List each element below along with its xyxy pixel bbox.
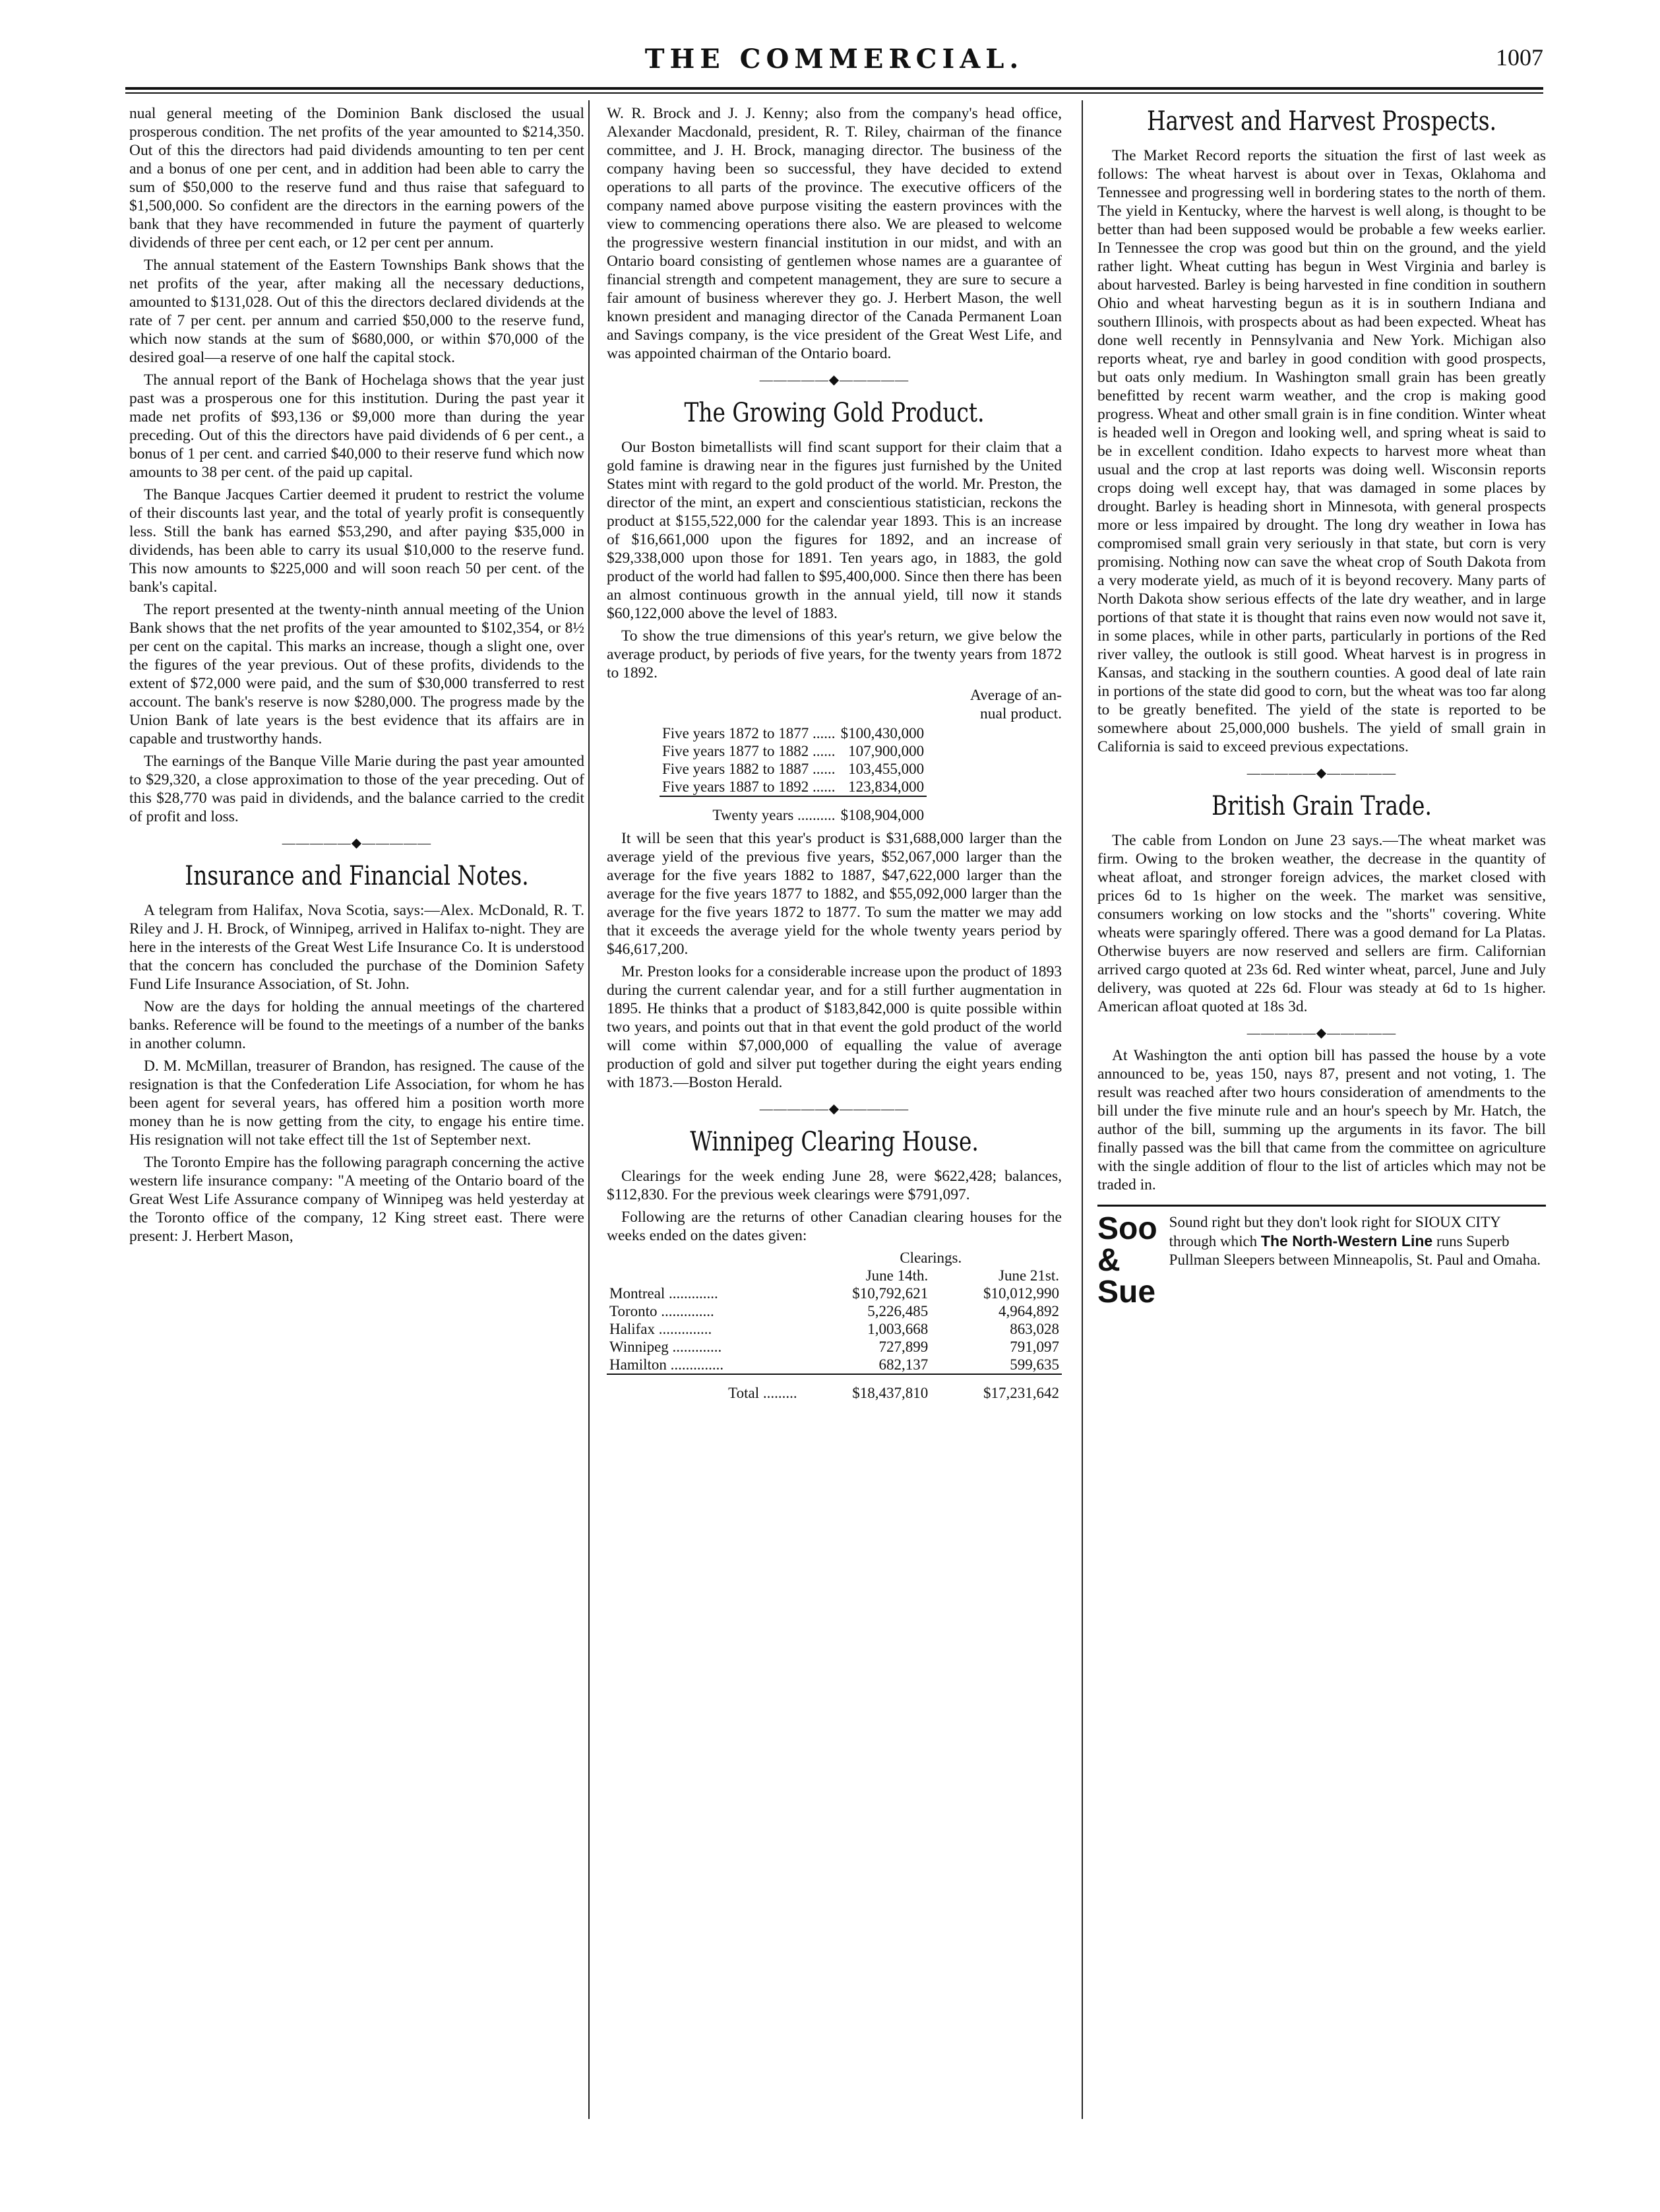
gold-paragraph: It will be seen that this year's product is $31,688,000 larger than the average yield of the previous five years, $52,067,000 larger than the average for the five years 1882 to 1887, $47,622,000 larger than the average for the five years 1877 to 1882, and $55,092,000 larger than the average for the five years 1872 to 1877. To sum the matter we may add that it exceeds the average yield for the whole twenty years period by $46,617,200. bbox=[607, 830, 1062, 958]
clearing-heading: Winnipeg Clearing House. bbox=[690, 1127, 979, 1157]
insurance-paragraph: Now are the days for holding the annual meetings of the chartered banks. Reference will be found to the meetings of a number of the banks in another column. bbox=[129, 998, 584, 1052]
bank-paragraph: The annual report of the Bank of Hochelaga shows that the year just past was a prosperous one for this institution. During the past year it made net profits of $93,136 or $9,000 more than during the year preceding. Out of this the directors have paid dividends of 6 per cent., a bonus of 1 per cent. and carried $40,000 to their reserve fund which now amounts to 38 per cent. of the paid up capital. bbox=[129, 371, 584, 481]
section-separator bbox=[607, 1102, 1062, 1116]
railway-advertisement bbox=[1097, 1205, 1546, 1308]
grain-paragraph: The cable from London on June 23 says.—The wheat market was firm. Owing to the broken weather, the decrease in the quantity of wheat afloat, and stronger foreign advices, the market closed with prices 6d to 1s higher on the week. The market was sensitive, consumers working on low stocks and the "shorts" covering. White wheats were sparingly offered. There was a good demand for La Platas. Otherwise buyers are now reserved and sellers are firm. Californian arrived cargo quoted at 23s 6d. Red winter wheat, parcel, June and July delivery, was quoted at 22s 6d. Flour was steady at 6d to 1s higher. American afloat quoted at 18s 3d. bbox=[1097, 832, 1546, 1015]
section-separator bbox=[1097, 1027, 1546, 1040]
column-1 bbox=[129, 104, 584, 1249]
clearing-paragraph: Following are the returns of other Canadian clearing houses for the weeks ended on the dates given: bbox=[607, 1209, 1062, 1244]
average-table-header: Average of an- nual product. bbox=[969, 687, 1062, 722]
average-product-table bbox=[660, 724, 927, 824]
gold-paragraph: Our Boston bimetallists will find scant support for their claim that a gold famine is drawing near in the figures just furnished by the United States mint with regard to the gold product of the world. Mr. Preston, the director of the mint, an expert and conscientious statistician, reckons the product at $155,522,000 for the calendar year 1893. This is an increase of $16,661,000 upon the figures for 1892, and an increase of $29,338,000 upon those for 1891. Ten years ago, in 1883, the gold product of the world had fallen to $95,400,000. Since then there has been an almost continuous growth in the annual yield, till now it stands $60,122,000 above the level of 1883. bbox=[607, 439, 1062, 622]
column-2 bbox=[607, 104, 1062, 1402]
header-rule-thin bbox=[125, 92, 1543, 94]
ad-text: Sound right but they don't look right for SIOUX CITY through which The North-Western Line runs Superb Pullman Sleepers between Minneapolis, St. Paul and Omaha. bbox=[1169, 1214, 1541, 1268]
washington-paragraph: At Washington the anti option bill has passed the house by a vote announced to be, yeas 150, nays 87, present and not voting, 1. The result was reached after two hours consideration of amendments to the bill under the five minute rule and an hour's speech by Mr. Hatch, the author of the bill, summing up the arguments in its favor. The bill finally passed was the bill that came from the committee on agriculture with the single addition of flour to the list of articles which may not be traded in. bbox=[1097, 1047, 1546, 1193]
section-separator bbox=[607, 373, 1062, 387]
table-row: Five years 1872 to 1877 ...... $100,430,000 bbox=[662, 725, 925, 742]
insurance-heading: Insurance and Financial Notes. bbox=[185, 861, 529, 891]
gold-heading: The Growing Gold Product. bbox=[684, 398, 985, 428]
continuation-paragraph: W. R. Brock and J. J. Kenny; also from the company's head office, Alexander Macdonald, president, R. T. Riley, chairman of the finance committee, and J. H. Brock, managing director. The business of the company having been so successful, they have decided to extend operations to all parts of the province. The executive officers of the company named above purpose visiting the eastern provinces with the view to commencing operations there also. We are pleased to welcome the progressive western financial institution in our midst, and with an Ontario board consisting of gentlemen whose names are a guarantee of financial strength and competent management, they are sure to secure a fair amount of business wherever they go. J. Herbert Mason, the well known president and managing director of the Canada Permanent Loan and Savings company, is the vice president of the Great West Life, and was appointed chairman of the Ontario board. bbox=[607, 105, 1062, 362]
table-total-row: Total ......... $18,437,810 $17,231,642 bbox=[607, 1374, 1062, 1402]
gold-paragraph: To show the true dimensions of this year's return, we give below the average product, by periods of five years, for the twenty years from 1872 to 1892. bbox=[607, 627, 1062, 681]
clearing-table: Clearings. June 14th. June 21st. Montreal ............. $10,792,621 $10,012,990 Toronto .............. 5,226,485 4,964,892 Halifax .............. 1,003,668 863,028 Winnipeg ............. 727,899 791,097 Hamilton .............. 682,137 599,635 Total ......... $18,437,810 $17,231,642 bbox=[607, 1249, 1062, 1402]
table-row: Halifax .............. 1,003,668 863,028 bbox=[609, 1321, 1059, 1337]
header-rule bbox=[125, 87, 1543, 90]
section-separator bbox=[129, 837, 584, 850]
insurance-paragraph: A telegram from Halifax, Nova Scotia, says:—Alex. McDonald, R. T. Riley and J. H. Brock, of Winnipeg, arrived in Halifax to-night. They are here in the interests of the Great West Life Insurance Co. It is understood that the concern has concluded the purchase of the Dominion Safety Fund Life Insurance Association, of St. John. bbox=[129, 902, 584, 993]
table-row: Winnipeg ............. 727,899 791,097 bbox=[609, 1339, 1059, 1355]
table-row: Five years 1882 to 1887 ...... 103,455,000 bbox=[662, 761, 925, 777]
masthead: THE COMMERCIAL. bbox=[644, 44, 1024, 75]
page-number: 1007 bbox=[1496, 44, 1543, 71]
insurance-paragraph: D. M. McMillan, treasurer of Brandon, has resigned. The cause of the resignation is that the Confederation Life Association, for whom he has been agent for several years, has offered him a position worth more money than he is now getting from the city, to engage his entire time. His resignation will not take effect till the 1st of September next. bbox=[129, 1058, 584, 1149]
page-header bbox=[125, 40, 1543, 79]
harvest-heading: Harvest and Harvest Prospects. bbox=[1146, 106, 1497, 137]
table-row: Five years 1877 to 1882 ...... 107,900,000 bbox=[662, 743, 925, 759]
section-separator bbox=[1097, 767, 1546, 780]
bank-paragraph: The report presented at the twenty-ninth annual meeting of the Union Bank shows that the net profits of the year amounted to $102,354, or 8½ per cent on the capital. This marks an increase, though a slight one, over the figures of the year previous. Out of these profits, dividends to the extent of $72,000 were paid, and the sum of $30,000 transferred to rest account. The bank's reserve is now $280,000. The progress made by the Union Bank of late years is the best evidence that its affairs are in capable and trustworthy hands. bbox=[129, 601, 584, 747]
grain-heading: British Grain Trade. bbox=[1212, 791, 1432, 821]
table-total-row: Twenty years .......... $108,904,000 bbox=[660, 796, 927, 824]
column-rule-2 bbox=[1082, 100, 1083, 2119]
table-row: Five years 1887 to 1892 ...... 123,834,000 bbox=[662, 778, 925, 795]
ad-brand: Soo & Sue bbox=[1097, 1211, 1157, 1310]
gold-paragraph: Mr. Preston looks for a considerable increase upon the product of 1893 during the current calendar year, and for a still further augmentation in 1895. He thinks that a product of $183,842,000 is quite possible within two years, and points out that in that event the gold product of the world will come within $7,000,000 of equalling the value of average production of gold and silver put together during the eight years ending with 1873.—Boston Herald. bbox=[607, 963, 1062, 1091]
bank-paragraph: The earnings of the Banque Ville Marie during the past year amounted to $29,320, a close approximation to those of the year preceding. Out of this $28,770 was paid in dividends, and the balance carried to the credit of profit and loss. bbox=[129, 753, 584, 825]
bank-paragraph: The annual statement of the Eastern Townships Bank shows that the net profits of the year, after making all the necessary deductions, amounted to $131,028. Out of this the directors declared dividends at the rate of 7 per cent. per annum and carried $50,000 to the reserve fund, which now stands at the sum of $680,000, or within $70,000 of the desired goal—a reserve of one half the capital stock. bbox=[129, 257, 584, 366]
insurance-paragraph: The Toronto Empire has the following paragraph concerning the active western life insurance company: "A meeting of the Ontario board of the Great West Life Assurance company of Winnipeg was held yesterday at the Toronto office of the company, 12 King street east. There were present: J. Herbert Mason, bbox=[129, 1154, 584, 1245]
table-row: Montreal ............. $10,792,621 $10,012,990 bbox=[609, 1285, 1059, 1302]
table-row: Toronto .............. 5,226,485 4,964,892 bbox=[609, 1303, 1059, 1319]
bank-paragraph: The Banque Jacques Cartier deemed it prudent to restrict the volume of their discounts last year, and the total of yearly profit is consequently less. Still the bank has earned $53,290, and after paying $35,000 in dividends, has been able to carry its usual $10,000 to the reserve fund. This now amounts to $225,000 and will soon reach 50 per cent. of the bank's capital. bbox=[129, 486, 584, 596]
bank-paragraph: nual general meeting of the Dominion Bank disclosed the usual prosperous condition. The net profits of the year amounted to $214,350. Out of this the directors had paid dividends amounting to ten per cent and a bonus of one per cent, and in addition had been able to carry the sum of $50,000 to the reserve fund and thus raise that safeguard to $1,500,000. So confident are the directors in the earning powers of the bank that they have recommended in future the payment of quarterly dividends of three per cent each, or 12 per cent per annum. bbox=[129, 105, 584, 251]
harvest-paragraph: The Market Record reports the situation the first of last week as follows: The wheat harvest is about over in Texas, Oklahoma and Tennessee and progressing well in bordering states to the north of them. The yield in Kentucky, where the harvest is well along, is thought to be better than had been supposed would be probable a few weeks earlier. In Tennessee the crop was good but thin on the ground, and the yield rather light. Wheat cutting has begun in West Virginia and barley is about harvested. Barley is being harvested in fine condition in southern Ohio and wheat harvesting begun as it is in southern Indiana and southern Illinois, with prospects about as had been expected. Wheat has done well recently in Pennsylvania and New York. Michigan also reports wheat, rye and barley in good condition with good prospects, but oats only medium. In Washington small grain has been greatly benefitted by recent warm weather, and the crop is making good progress. Wheat and other small grain is in fine condition. Winter wheat is headed well in Oregon and looking well, and spring wheat is said to be in excellent condition. Idaho expects to harvest more wheat than usual and the crop at last reports was doing well. Wisconsin reports crops doing well except hay, that was damaged in some places by drought. Barley is heading short in Minnesota, with general prospects more or less impaired by drought. The long dry weather in Iowa has compromised small grain very seriously in that state, but corn is very promising. Nothing now can save the wheat crop of South Dakota from a very moderate yield, as much of it is beyond recovery. Many parts of North Dakota show serious effects of the late dry weather, and in large portions of that state it is thought that rains even now would not save it, in some places, while in other parts, particularly in portions of the Red river valley, the outlook is still good. Wheat harvest is in progress in Kansas, and stacking in the southern counties. A good deal of late rain in portions of the state did good to corn, but the wheat was too far along to be greatly benefited. The yield of the state is reported to be somewhere about 25,000,000 bushels. The yield of small grain in California is said to exceed previous expectations. bbox=[1097, 147, 1546, 755]
table-row: Hamilton .............. 682,137 599,635 bbox=[609, 1356, 1059, 1373]
column-3 bbox=[1097, 104, 1546, 1308]
column-rule-1 bbox=[588, 100, 590, 2119]
clearing-paragraph: Clearings for the week ending June 28, were $622,428; balances, $112,830. For the previous week clearings were $791,097. bbox=[607, 1168, 1062, 1203]
